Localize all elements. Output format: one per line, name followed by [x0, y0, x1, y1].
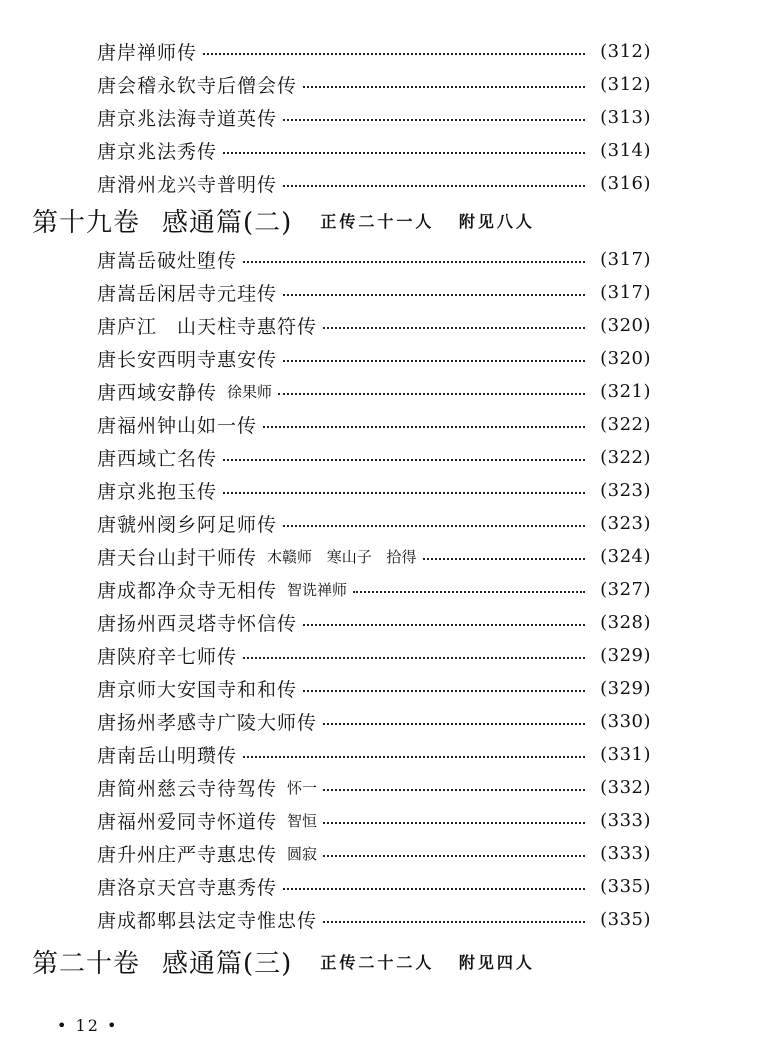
toc-entry [97, 243, 651, 275]
section-title: 感通篇(二) [162, 207, 293, 238]
entry-page: (331) [600, 743, 651, 765]
dot-leader [243, 657, 585, 659]
dot-leader [278, 393, 585, 395]
entry-title: 唐庐江 山天柱寺惠符传 [97, 315, 318, 338]
entry-page: (329) [600, 677, 651, 699]
entry-page: (320) [600, 347, 651, 369]
entry-title: 唐岸禅师传 [97, 41, 198, 64]
entry-page: (322) [600, 413, 651, 435]
toc-entry [97, 408, 651, 440]
dot-leader [283, 360, 585, 362]
entry-page: (313) [600, 106, 651, 128]
dot-leader [283, 119, 585, 121]
dot-leader [283, 294, 585, 296]
dot-leader [243, 756, 585, 758]
toc-entry [97, 342, 651, 374]
entry-page: (324) [600, 545, 651, 567]
entry-appended-names: 木赣师 寒山子 拾得 [267, 547, 417, 566]
entry-title: 唐嵩岳破灶堕传 [97, 249, 238, 272]
toc-entry [97, 375, 651, 407]
entry-title: 唐西域安静传 [97, 381, 218, 404]
entry-page: (333) [600, 809, 651, 831]
dot-leader [223, 459, 585, 461]
entry-appended-names: 智恒 [287, 811, 318, 830]
toc-entry [97, 606, 651, 638]
volume-number: 第二十卷 [32, 948, 141, 979]
dot-leader [283, 525, 585, 527]
dot-leader [283, 185, 585, 187]
entry-title: 唐升州庄严寺惠忠传 [97, 843, 278, 866]
entry-page: (317) [600, 248, 651, 270]
entry-appended-names: 徐果师 [227, 382, 273, 401]
entry-title: 唐简州慈云寺待驾传 [97, 777, 278, 800]
entry-title: 唐陕府辛七师传 [97, 645, 238, 668]
entry-appended-names: 圆寂 [287, 844, 318, 863]
toc-entry [97, 474, 651, 506]
entry-title: 唐南岳山明瓒传 [97, 744, 238, 767]
toc-entry [97, 101, 651, 133]
dot-leader [203, 53, 585, 55]
volume-note: 正传二十二人 附见四人 [320, 952, 535, 972]
toc-entry [97, 804, 651, 836]
dot-leader [303, 86, 585, 88]
entry-page: (333) [600, 842, 651, 864]
toc-entry [97, 672, 651, 704]
toc-entry [97, 639, 651, 671]
entry-page: (332) [600, 776, 651, 798]
toc-entry [97, 35, 651, 67]
dot-leader [223, 492, 585, 494]
dot-leader [323, 327, 585, 329]
entry-appended-names: 智诜禅师 [287, 580, 348, 599]
entry-page: (312) [600, 73, 651, 95]
volume-number: 第十九卷 [32, 207, 141, 238]
entry-page: (314) [600, 139, 651, 161]
entry-page: (335) [600, 875, 651, 897]
toc-entry [97, 705, 651, 737]
toc-entry [97, 903, 651, 935]
toc-entry [97, 507, 651, 539]
entry-page: (327) [600, 578, 651, 600]
dot-leader [303, 624, 585, 626]
toc-entry [97, 771, 651, 803]
dot-leader [243, 261, 585, 263]
entry-page: (323) [600, 512, 651, 534]
dot-leader [323, 723, 585, 725]
toc-entry [97, 276, 651, 308]
entry-title: 唐滑州龙兴寺普明传 [97, 173, 278, 196]
toc-entry [97, 870, 651, 902]
dot-leader [263, 426, 585, 428]
entry-title: 唐福州爱同寺怀道传 [97, 810, 278, 833]
volume-note: 正传二十一人 附见八人 [320, 211, 535, 231]
entry-title: 唐会稽永钦寺后僧会传 [97, 74, 298, 97]
entry-title: 唐成都郫县法定寺惟忠传 [97, 909, 318, 932]
entry-page: (323) [600, 479, 651, 501]
volume-heading [32, 941, 535, 981]
entry-title: 唐京兆法秀传 [97, 140, 218, 163]
toc-entry [97, 167, 651, 199]
volume-heading [32, 200, 535, 240]
entry-title: 唐长安西明寺惠安传 [97, 348, 278, 371]
section-title: 感通篇(三) [162, 948, 293, 979]
entry-title: 唐京兆抱玉传 [97, 480, 218, 503]
entry-title: 唐京兆法海寺道英传 [97, 107, 278, 130]
entry-page: (335) [600, 908, 651, 930]
entry-page: (329) [600, 644, 651, 666]
toc-entry [97, 134, 651, 166]
entry-page: (328) [600, 611, 651, 633]
entry-page: (317) [600, 281, 651, 303]
entry-page: (321) [600, 380, 651, 402]
toc-entry [97, 309, 651, 341]
dot-leader [223, 152, 585, 154]
entry-page: (312) [600, 40, 651, 62]
toc-entry [97, 738, 651, 770]
dot-leader [323, 789, 585, 791]
entry-page: (316) [600, 172, 651, 194]
entry-page: (320) [600, 314, 651, 336]
toc-entry [97, 540, 651, 572]
toc-entry [97, 837, 651, 869]
entry-title: 唐虢州阌乡阿足师传 [97, 513, 278, 536]
dot-leader [303, 690, 585, 692]
toc-entry [97, 68, 651, 100]
dot-leader [283, 888, 585, 890]
entry-title: 唐京师大安国寺和和传 [97, 678, 298, 701]
entry-title: 唐成都净众寺无相传 [97, 579, 278, 602]
entry-title: 唐扬州孝感寺广陵大师传 [97, 711, 318, 734]
entry-title: 唐洛京天宫寺惠秀传 [97, 876, 278, 899]
toc-entry [97, 441, 651, 473]
page-number: • 12 • [57, 1016, 119, 1035]
entry-title: 唐扬州西灵塔寺怀信传 [97, 612, 298, 635]
entry-title: 唐福州钟山如一传 [97, 414, 258, 437]
dot-leader [353, 591, 585, 593]
entry-appended-names: 怀一 [287, 778, 318, 797]
toc-entry [97, 573, 651, 605]
entry-title: 唐嵩岳闲居寺元珪传 [97, 282, 278, 305]
entry-page: (330) [600, 710, 651, 732]
entry-page: (322) [600, 446, 651, 468]
entry-title: 唐天台山封干师传 [97, 546, 258, 569]
dot-leader [323, 822, 585, 824]
dot-leader [323, 855, 585, 857]
dot-leader [323, 921, 585, 923]
entry-title: 唐西域亡名传 [97, 447, 218, 470]
dot-leader [423, 558, 585, 560]
